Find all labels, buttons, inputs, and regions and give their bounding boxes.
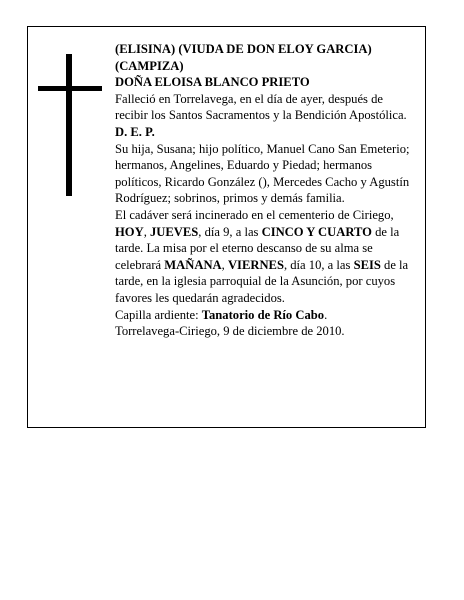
mass-end: de la tarde, en la iglesia parroquial de la Asunción, por cuyos favores les quedarán agradecidos. — [115, 257, 409, 305]
cremation-sep: , — [143, 224, 150, 239]
mass-sep: , — [221, 257, 228, 272]
rip-line: D. E. P. — [115, 124, 155, 139]
obituary-notice — [27, 26, 426, 428]
chapel-place: Tanatorio de Río Cabo — [201, 307, 325, 322]
cremation-intro: El cadáver será incinerado en el cementerio de Ciriego, — [115, 207, 394, 222]
cremation-day-1: HOY — [115, 224, 144, 239]
cross-icon — [38, 54, 102, 196]
funeral-details — [115, 207, 417, 307]
cremation-end: de la tarde. — [115, 224, 400, 256]
mass-day-1: MAÑANA — [164, 257, 222, 272]
death-announcement: Falleció en Torrelavega, en el día de ayer, después de recibir los Santos Sacramentos y la Bendición Apostólica. — [115, 91, 407, 123]
place-date: Torrelavega-Ciriego, 9 de diciembre de 2010. — [115, 324, 345, 339]
obituary-text — [115, 41, 417, 340]
mass-mid: , día 10, a las — [283, 257, 354, 272]
cross-horizontal-bar — [38, 86, 102, 91]
nickname-line: (ELISINA) (VIUDA DE DON ELOY GARCIA) — [115, 42, 372, 56]
chapel-label: Capilla ardiente: — [115, 307, 202, 322]
nickname-line-2: (CAMPIZA) — [115, 58, 184, 73]
mass-time: SEIS — [353, 257, 381, 272]
family-list: Su hija, Susana; hijo político, Manuel Cano San Emeterio; hermanos, Angelines, Eduardo y Piedad; hermanos políticos, Ricardo González (), Mercedes Cacho y Agustín Rodríguez; sobrinos, primos y demás familia. — [115, 141, 410, 206]
chapel-end: . — [324, 307, 328, 322]
chapel-line — [115, 307, 417, 324]
cremation-day-2: JUEVES — [149, 224, 199, 239]
mass-day-2: VIERNES — [227, 257, 284, 272]
cremation-time: CINCO Y CUARTO — [261, 224, 372, 239]
mass-intro: La misa por el eterno descanso de su alma se celebrará — [115, 241, 373, 272]
deceased-name: DOÑA ELOISA BLANCO PRIETO — [115, 75, 310, 90]
cremation-mid: , día 9, a las — [198, 224, 262, 239]
cross-vertical-bar — [66, 54, 72, 196]
